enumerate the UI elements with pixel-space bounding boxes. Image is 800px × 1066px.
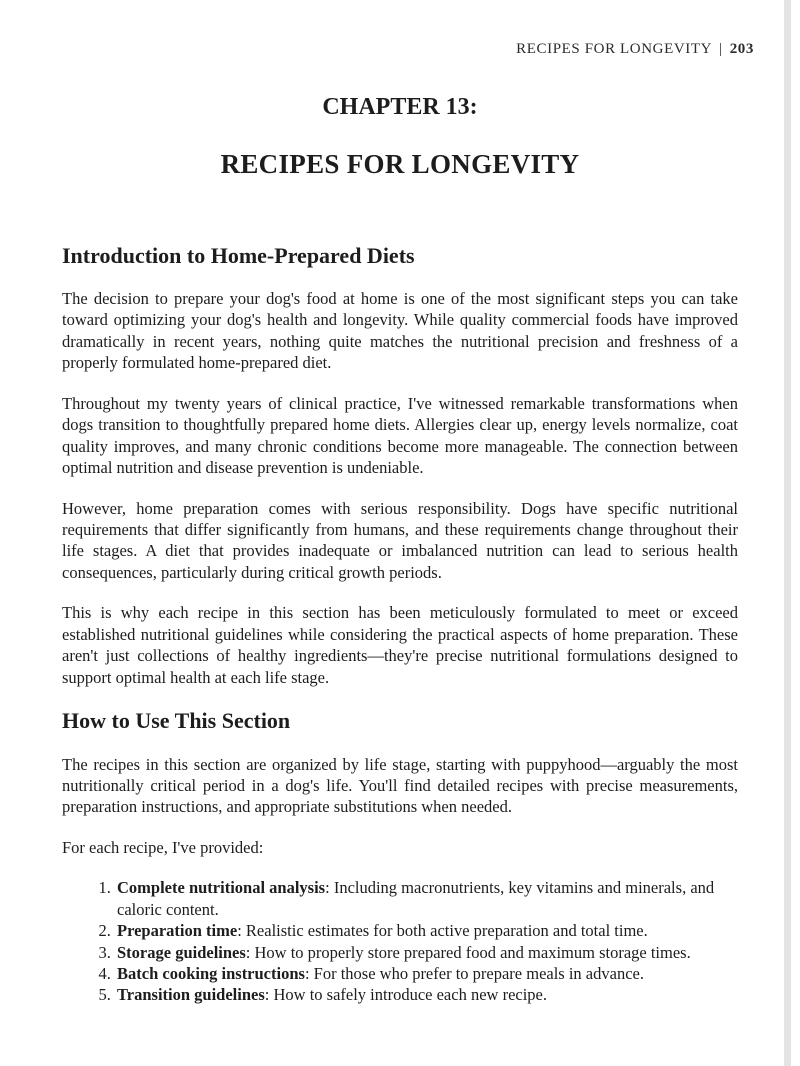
- running-title: RECIPES FOR LONGEVITY: [516, 41, 713, 57]
- list-item-label: Transition guidelines: [117, 985, 265, 1005]
- page-header: [62, 40, 754, 59]
- paragraph: The recipes in this section are organized by life stage, starting with puppyhood—arguably the most nutritionally critical period in a dog's life. You'll find detailed recipes with precise measurements, preparation instructions, and appropriate substitutions when needed.: [62, 754, 738, 817]
- list-item: [115, 942, 738, 963]
- paragraph: For each recipe, I've provided:: [62, 837, 264, 857]
- list-item-text: : Realistic estimates for both active preparation and total time.: [237, 921, 648, 941]
- recipe-features-list: [62, 877, 738, 1006]
- list-item: [115, 877, 738, 920]
- page-edge-shadow: [784, 0, 791, 1066]
- list-item-label: Preparation time: [117, 921, 238, 941]
- list-item-text: : Including macronutrients, key vitamins and minerals, and caloric content.: [117, 878, 715, 919]
- chapter-title: RECIPES FOR LONGEVITY: [220, 148, 580, 179]
- list-item: [115, 963, 738, 984]
- header-separator: |: [719, 41, 723, 57]
- chapter-kicker: CHAPTER 13:: [322, 93, 478, 120]
- section-heading-introduction: Introduction to Home-Prepared Diets: [62, 242, 415, 268]
- list-item-label: Storage guidelines: [117, 942, 246, 962]
- paragraph: The decision to prepare your dog's food at home is one of the most significant steps you can take toward optimizing your dog's health and longevity. While quality commercial foods have improved dramatically in recent years, nothing quite matches the nutritional precision and freshness of a properly formulated home-prepared diet.: [62, 289, 738, 373]
- paragraph: This is why each recipe in this section has been meticulously formulated to meet or exceed established nutritional guidelines while considering the practical aspects of home preparation. These aren't just collections of healthy ingredients—they're precise nutritional formulations designed to support optimal health at each life stage.: [62, 603, 738, 687]
- list-item-text: : For those who prefer to prepare meals in advance.: [304, 964, 644, 983]
- list-item: [115, 984, 738, 1005]
- list-item-text: : How to properly store prepared food and maximum storage times.: [245, 942, 691, 962]
- paragraph: Throughout my twenty years of clinical practice, I've witnessed remarkable transformations when dogs transition to thoughtfully prepared home diets. Allergies clear up, energy levels normalize, coat quality improves, and many chronic conditions become more manageable. The connection between optimal nutrition and disease prevention is undeniable.: [62, 393, 738, 478]
- list-item: [115, 920, 738, 941]
- paragraph: However, home preparation comes with serious responsibility. Dogs have specific nutritional requirements that differ significantly from humans, and these requirements change throughout their life stages. A diet that provides inadequate or imbalanced nutrition can lead to serious health consequences, particularly during critical growth periods.: [62, 498, 738, 582]
- list-item-text: : How to safely introduce each new recipe.: [264, 985, 547, 1005]
- list-item-label: Batch cooking instructions: [117, 964, 305, 983]
- section-heading-how-to-use: How to Use This Section: [62, 708, 291, 733]
- page-number: 203: [729, 41, 754, 57]
- list-item-label: Complete nutritional analysis: [117, 878, 326, 898]
